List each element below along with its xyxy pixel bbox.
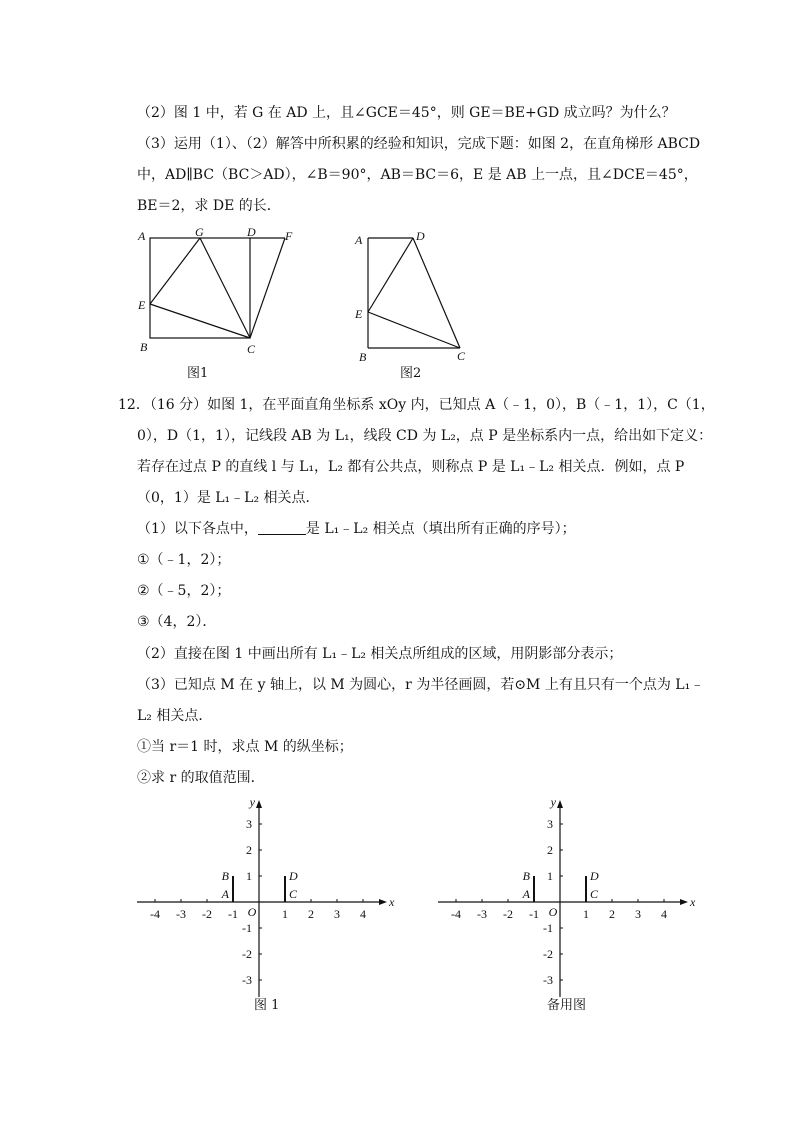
q11-part3-line3: BE＝2，求 DE 的长．	[137, 198, 281, 214]
x-tick-label: 3	[334, 907, 340, 921]
q12-part1-suffix: 是 L₁﹣L₂ 相关点（填出所有正确的序号）；	[305, 521, 576, 537]
fig2-label-A: A	[355, 233, 363, 247]
x-axis-label: x	[690, 895, 696, 909]
graph2-caption: 备用图	[547, 998, 587, 1013]
q12-sub2: ②求 r 的取值范围．	[137, 770, 265, 786]
x-tick-label: 2	[609, 907, 615, 921]
x-tick-label: 4	[661, 907, 667, 921]
y-axis-label: y	[550, 795, 556, 809]
fig2-label-D: D	[416, 229, 425, 243]
x-tick-label: -2	[503, 907, 513, 921]
y-axis-label: y	[249, 795, 255, 809]
y-tick-label: 1	[547, 869, 553, 883]
fig2-label-E: E	[355, 307, 363, 321]
fig1-label-F: F	[285, 229, 293, 243]
y-tick-label: -1	[242, 921, 252, 935]
y-tick-label: -2	[242, 947, 252, 961]
figure-1-square	[130, 222, 310, 362]
point-label-D: D	[590, 869, 599, 883]
fig1-label-B: B	[140, 340, 148, 354]
x-tick-label: -1	[529, 907, 539, 921]
y-tick-label: 2	[246, 843, 252, 857]
point-label-A: A	[221, 887, 229, 901]
x-tick-label: 2	[308, 907, 314, 921]
q11-part3-line1: （3）运用（1）、（2）解答中所积累的经验和知识，完成下题：如图 2，在直角梯形 ABCD	[137, 136, 701, 152]
y-axis-arrow	[557, 800, 563, 808]
fig1-label-E: E	[138, 298, 146, 312]
y-tick-label: -3	[543, 973, 553, 987]
x-tick-label: -2	[202, 907, 212, 921]
x-tick-label: 1	[583, 907, 589, 921]
point-label-D: D	[289, 869, 298, 883]
y-tick-label: -3	[242, 973, 252, 987]
x-axis-arrow	[379, 899, 387, 905]
q12-line1: 12．（16 分）如图 1，在平面直角坐标系 xOy 内，已知点 A（﹣1，0），B（﹣1，1），C（1，	[118, 397, 715, 413]
y-tick-label: 3	[547, 817, 553, 831]
answer-blank[interactable]	[258, 520, 306, 535]
q12-sub1: ①当 r＝1 时，求点 M 的纵坐标；	[137, 739, 353, 755]
origin-label: O	[247, 905, 257, 919]
q12-line3: 若存在过点 P 的直线 l 与 L₁，L₂ 都有公共点，则称点 P 是 L₁﹣L₂ 相关点．例如，点 P	[137, 459, 685, 475]
point-label-B: B	[522, 869, 530, 883]
point-label-A: A	[522, 887, 530, 901]
fig1-label-C: C	[247, 342, 256, 356]
point-label-C: C	[289, 887, 298, 901]
q12-option-2: ②（﹣5，2）；	[137, 583, 231, 599]
figure-2-trapezoid	[350, 222, 480, 362]
x-tick-label: 1	[282, 907, 288, 921]
point-label-B: B	[221, 869, 229, 883]
y-tick-label: -2	[543, 947, 553, 961]
x-axis-label: x	[389, 895, 395, 909]
q12-part3-line2: L₂ 相关点．	[137, 708, 213, 724]
y-tick-label: -1	[543, 921, 553, 935]
q12-part1-prefix: （1）以下各点中，	[137, 521, 258, 537]
q12-line4: （0，1）是 L₁﹣L₂ 相关点．	[137, 490, 320, 506]
q12-part2: （2）直接在图 1 中画出所有 L₁﹣L₂ 相关点所组成的区域，用阴影部分表示；	[137, 646, 623, 662]
fig1-label-A: A	[138, 229, 146, 243]
q12-line2: 0），D（1，1），记线段 AB 为 L₁，线段 CD 为 L₂，点 P 是坐标系内一点，给出如下定义：	[137, 428, 713, 444]
fig2-label-C: C	[457, 349, 466, 363]
coordinate-graph-1	[135, 792, 405, 1002]
y-tick-label: 1	[246, 869, 252, 883]
x-tick-label: -4	[150, 907, 160, 921]
fig1-label-D: D	[247, 225, 256, 239]
coordinate-graph-2	[436, 792, 706, 1002]
graph1-caption: 图 1	[254, 998, 280, 1013]
origin-label: O	[548, 905, 558, 919]
y-tick-label: 3	[246, 817, 252, 831]
x-axis-arrow	[680, 899, 688, 905]
fig2-caption: 图2	[400, 366, 422, 381]
x-tick-label: -4	[451, 907, 461, 921]
fig1-label-G: G	[195, 225, 204, 239]
q11-part3-line2: 中，AD∥BC（BC＞AD），∠B＝90°，AB＝BC＝6，E 是 AB 上一点，且∠DCE＝45°，	[137, 167, 698, 183]
q12-part3-line1: （3）已知点 M 在 y 轴上，以 M 为圆心，r 为半径画圆，若⊙M 上有且只有一个点为 L₁﹣	[137, 677, 705, 693]
q12-option-3: ③（4，2）．	[137, 614, 217, 630]
x-tick-label: -1	[228, 907, 238, 921]
x-tick-label: 3	[635, 907, 641, 921]
x-tick-label: -3	[477, 907, 487, 921]
q11-part2: （2）图 1 中，若 G 在 AD 上，且∠GCE＝45°，则 GE＝BE+GD 成立吗？为什么？	[137, 105, 676, 121]
point-label-C: C	[590, 887, 599, 901]
y-axis-arrow	[256, 800, 262, 808]
q12-option-1: ①（﹣1，2）；	[137, 552, 231, 568]
y-tick-label: 2	[547, 843, 553, 857]
q12-part1	[137, 520, 576, 538]
fig1-caption: 图1	[187, 366, 209, 381]
fig2-label-B: B	[359, 350, 367, 364]
x-tick-label: 4	[360, 907, 366, 921]
x-tick-label: -3	[176, 907, 186, 921]
